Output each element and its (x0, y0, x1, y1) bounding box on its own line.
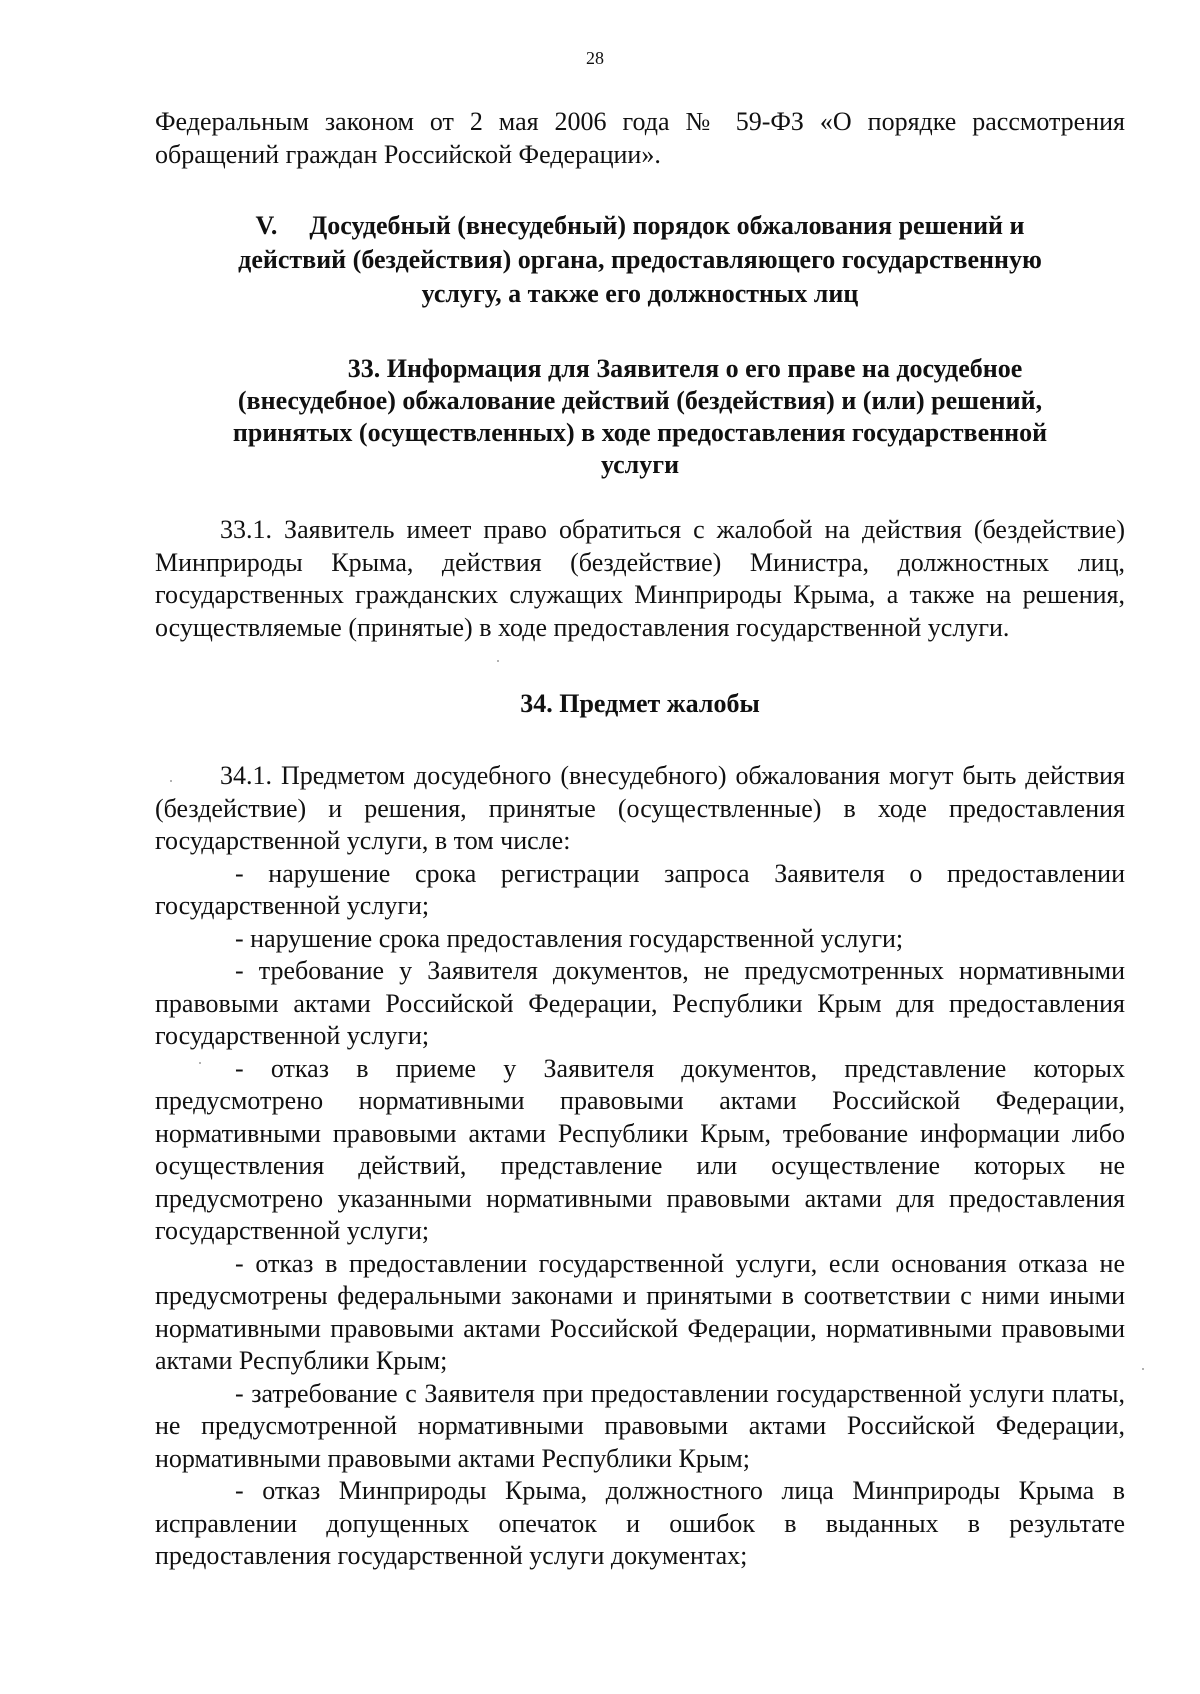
section-v-title-text1: Досудебный (внесудебный) порядок обжалования решений и (309, 211, 1025, 240)
scan-speck (170, 780, 172, 782)
paragraph-33-1: 33.1. Заявитель имеет право обратиться с жалобой на действия (бездействие) Минприроды Крыма, действия (бездействие) Министра, должностных лиц, государственных гражданских служащих Минприроды Крыма, а также на решения, осуществляемые (принятые) в ходе предоставления государственной услуги. (155, 515, 1125, 642)
scan-speck (1142, 1368, 1144, 1370)
list-item-7: - отказ Минприроды Крыма, должностного лица Минприроды Крыма в исправлении допущенных опечаток и ошибок в выданных в результате предоставления государственной услуги документах; (155, 1476, 1125, 1570)
scan-speck (497, 660, 499, 662)
paragraph-34-1: 34.1. Предметом досудебного (внесудебного) обжалования могут быть действия (бездействие) и решения, принятые (осуществленные) в ходе предоставления государственной услуги, в том числе: (155, 761, 1125, 855)
section-34-heading: 34. Предмет жалобы (520, 689, 760, 718)
section-33-heading-line4: услуги (600, 450, 680, 479)
page-number: 28 (586, 48, 604, 68)
section-33-heading-line2: (внесудебное) обжалование действий (бездействия) и (или) решений, (237, 386, 1043, 415)
section-v-title-line1 (155, 209, 1125, 243)
section-v-title-line3: услугу, а также его должностных лиц (421, 279, 859, 308)
section-v-heading (155, 209, 1125, 311)
list-item-3: - требование у Заявителя документов, не предусмотренных нормативными правовыми актами Российской Федерации, Республики Крым для предоставления государственной услуги; (155, 956, 1125, 1050)
intro-paragraph: Федеральным законом от 2 мая 2006 года № 59-ФЗ «О порядке рассмотрения обращений граждан Российской Федерации». (155, 107, 1125, 169)
list-item-1: - нарушение срока регистрации запроса Заявителя о предоставлении государственной услуги; (155, 858, 1125, 920)
section-33-heading-line3: принятых (осуществленных) в ходе предоставления государственной (232, 418, 1048, 447)
list-item-6: - затребование с Заявителя при предоставлении государственной услуги платы, не предусмотренной нормативными правовыми актами Российской Федерации, нормативными правовыми актами Республики Крым; (155, 1378, 1125, 1473)
section-v-title-line2: действий (бездействия) органа, предоставляющего государственную (238, 245, 1042, 274)
document-body (155, 106, 1125, 1573)
scan-speck (199, 1062, 201, 1064)
list-item-2: - нарушение срока предоставления государственной услуги; (235, 923, 904, 953)
list-item-4: - отказ в приеме у Заявителя документов, представление которых предусмотрено нормативными правовыми актами Российской Федерации, нормативными правовыми актами Республики Крым, требование информации либо осуществления действий, представление или осуществление которых не предусмотрено указанными нормативными правовыми актами для предоставления государственной услуги; (155, 1053, 1125, 1245)
section-v-number: V. (255, 211, 278, 240)
list-item-5: - отказ в предоставлении государственной услуги, если основания отказа не предусмотрены федеральными законами и принятыми в соответствии с ними иными нормативными правовыми актами Российской Федерации, нормативными правовыми актами Республики Крым; (155, 1248, 1125, 1375)
section-33-heading-line1: 33. Информация для Заявителя о его праве на досудебное (347, 354, 1023, 383)
section-33-heading (155, 353, 1125, 481)
